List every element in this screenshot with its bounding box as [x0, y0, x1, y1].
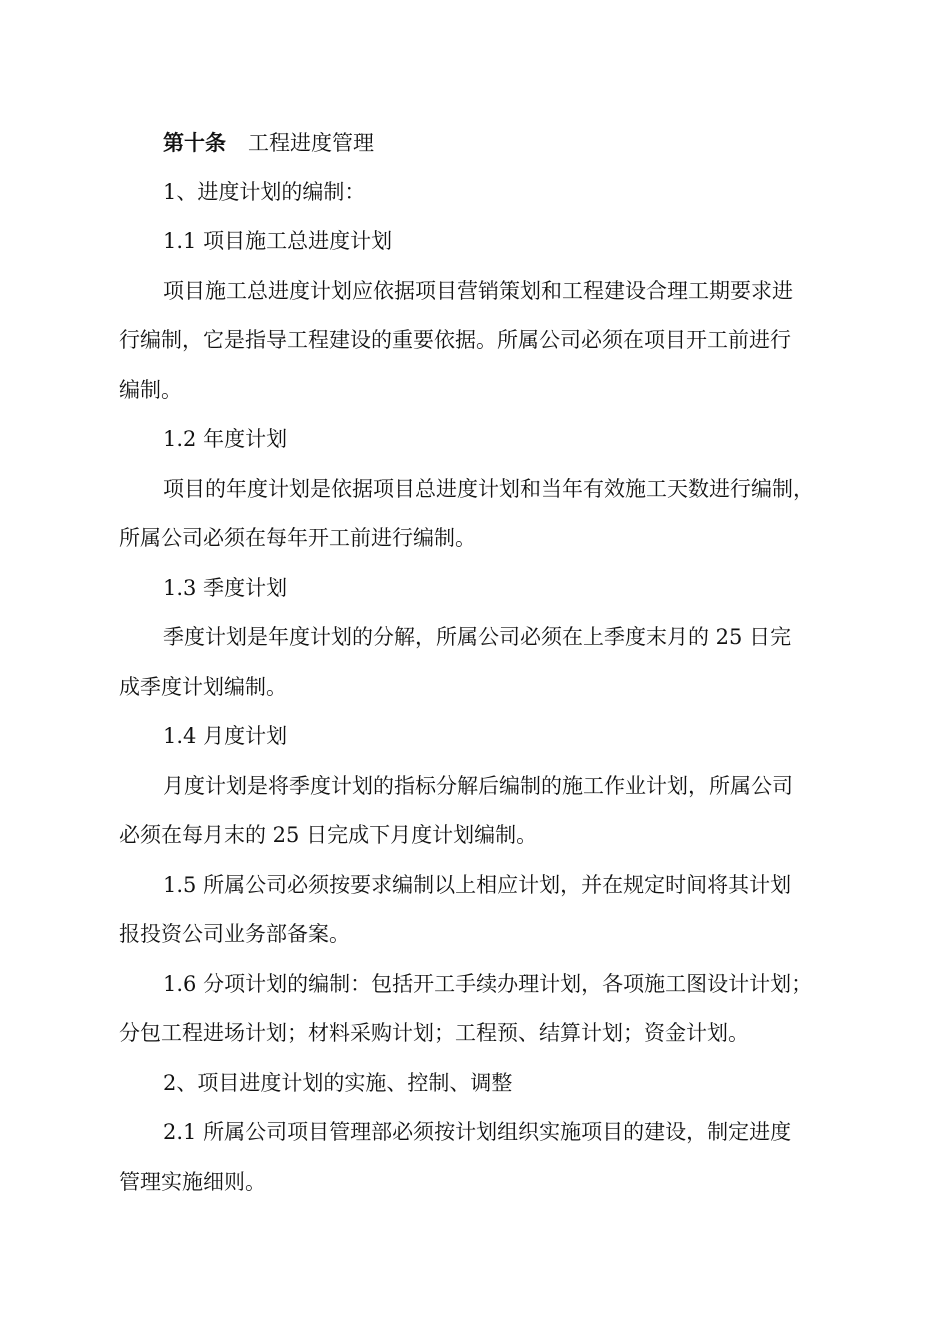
paragraph-line: 月度计划是将季度计划的指标分解后编制的施工作业计划，所属公司	[163, 773, 793, 798]
paragraph-line: 所属公司必须在每年开工前进行编制。	[119, 526, 476, 550]
paragraph-line: 1.4 月度计划	[163, 724, 288, 748]
paragraph-line: 1.6 分项计划的编制：包括开工手续办理计划，各项施工图设计计划；	[163, 971, 813, 996]
paragraph-line: 报投资公司业务部备案。	[119, 922, 350, 946]
paragraph-line: 项目的年度计划是依据项目总进度计划和当年有效施工天数进行编制，	[163, 476, 814, 501]
article-number: 第十条	[163, 130, 226, 155]
paragraph-line: 成季度计划编制。	[119, 674, 287, 699]
article-title: 工程进度管理	[248, 131, 374, 155]
paragraph-line: 1.3 季度计划	[163, 575, 288, 600]
paragraph-line: 2.1 所属公司项目管理部必须按计划组织实施项目的建设，制定进度	[163, 1120, 792, 1144]
document-page	[119, 118, 854, 1207]
paragraph-line: 2、项目进度计划的实施、控制、调整	[163, 1070, 513, 1095]
paragraph-line: 项目施工总进度计划应依据项目营销策划和工程建设合理工期要求进	[163, 278, 793, 303]
paragraph-line: 编制。	[119, 377, 182, 402]
paragraph-line: 1.2 年度计划	[163, 427, 288, 451]
article-heading	[119, 118, 854, 168]
paragraph-line: 1.5 所属公司必须按要求编制以上相应计划，并在规定时间将其计划	[163, 872, 792, 897]
paragraph-line: 管理实施细则。	[119, 1169, 266, 1194]
paragraph-line: 必须在每月末的 25 日完成下月度计划编制。	[119, 823, 538, 847]
paragraph-line: 季度计划是年度计划的分解，所属公司必须在上季度末月的 25 日完	[163, 625, 792, 649]
paragraph-line: 1、进度计划的编制：	[163, 179, 366, 204]
paragraph-line: 分包工程进场计划；材料采购计划；工程预、结算计划；资金计划。	[119, 1021, 749, 1045]
paragraph-line: 行编制，它是指导工程建设的重要依据。所属公司必须在项目开工前进行	[119, 328, 791, 352]
paragraph-line: 1.1 项目施工总进度计划	[163, 229, 393, 253]
